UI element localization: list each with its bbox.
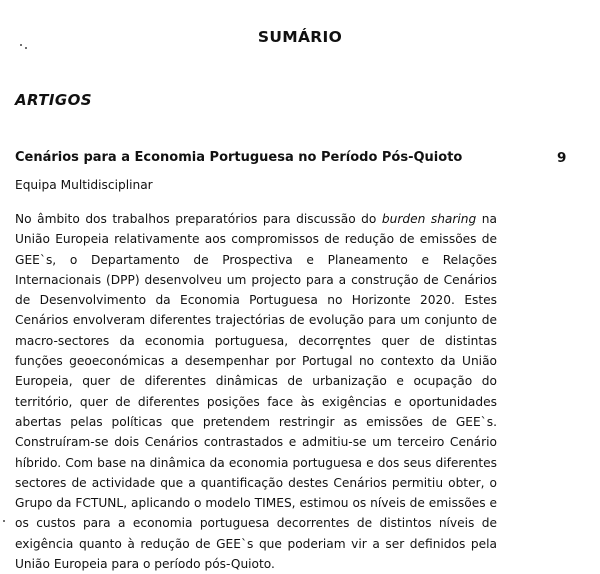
abstract-emphasis: burden sharing	[381, 212, 477, 226]
article-abstract	[15, 209, 497, 574]
article-title[interactable]: Cenários para a Economia Portuguesa no Período Pós-Quioto	[15, 150, 463, 165]
abstract-text-start: No âmbito dos trabalhos preparatórios para discussão do	[15, 212, 382, 226]
abstract-paragraph	[15, 209, 497, 574]
scan-speck	[25, 47, 27, 49]
section-heading: ARTIGOS	[15, 91, 92, 109]
article-authors: Equipa Multidisciplinar	[15, 178, 153, 192]
article-page-number[interactable]: 9	[557, 150, 567, 166]
abstract-text-rest: na União Europeia relativamente aos compromissos de redução de emissões de GEE`s, o Departamento de Prospectiva e Planeamento e Relações Internacionais (DPP) desenvolveu um projecto para a construção de Cenários de Desenvolvimento da Economia Portuguesa no Horizonte 2020. Estes Cenários envolveram diferentes trajectórias de evolução para um conjunto de macro-sectores da economia portuguesa, decorrentes quer de distintas funções geoeconómicas a desempenhar por Portugal no contexto da União Europeia, quer de diferentes dinâmicas de urbanização e ocupação do território, quer de diferentes posições face às exigências e oportunidades abertas pelas políticas que pretendem restringir as emissões de GEE`s. Construíram-se dois Cenários contrastados e admitiu-se um terceiro Cenário híbrido. Com base na dinâmica da economia portuguesa e dos seus diferentes sectores de actividade que a quantificação destes Cenários permitiu obter, o Grupo da FCTUNL, aplicando o modelo TIMES, estimou os níveis de emissões e os custos para a economia portuguesa decorrentes de distintos níveis de exigência quanto à redução de GEE`s que poderiam vir a ser definidos pela União Europeia para o período pós-Quioto.	[15, 212, 497, 572]
scan-speck	[3, 520, 5, 522]
summary-title: SUMÁRIO	[257, 28, 343, 46]
